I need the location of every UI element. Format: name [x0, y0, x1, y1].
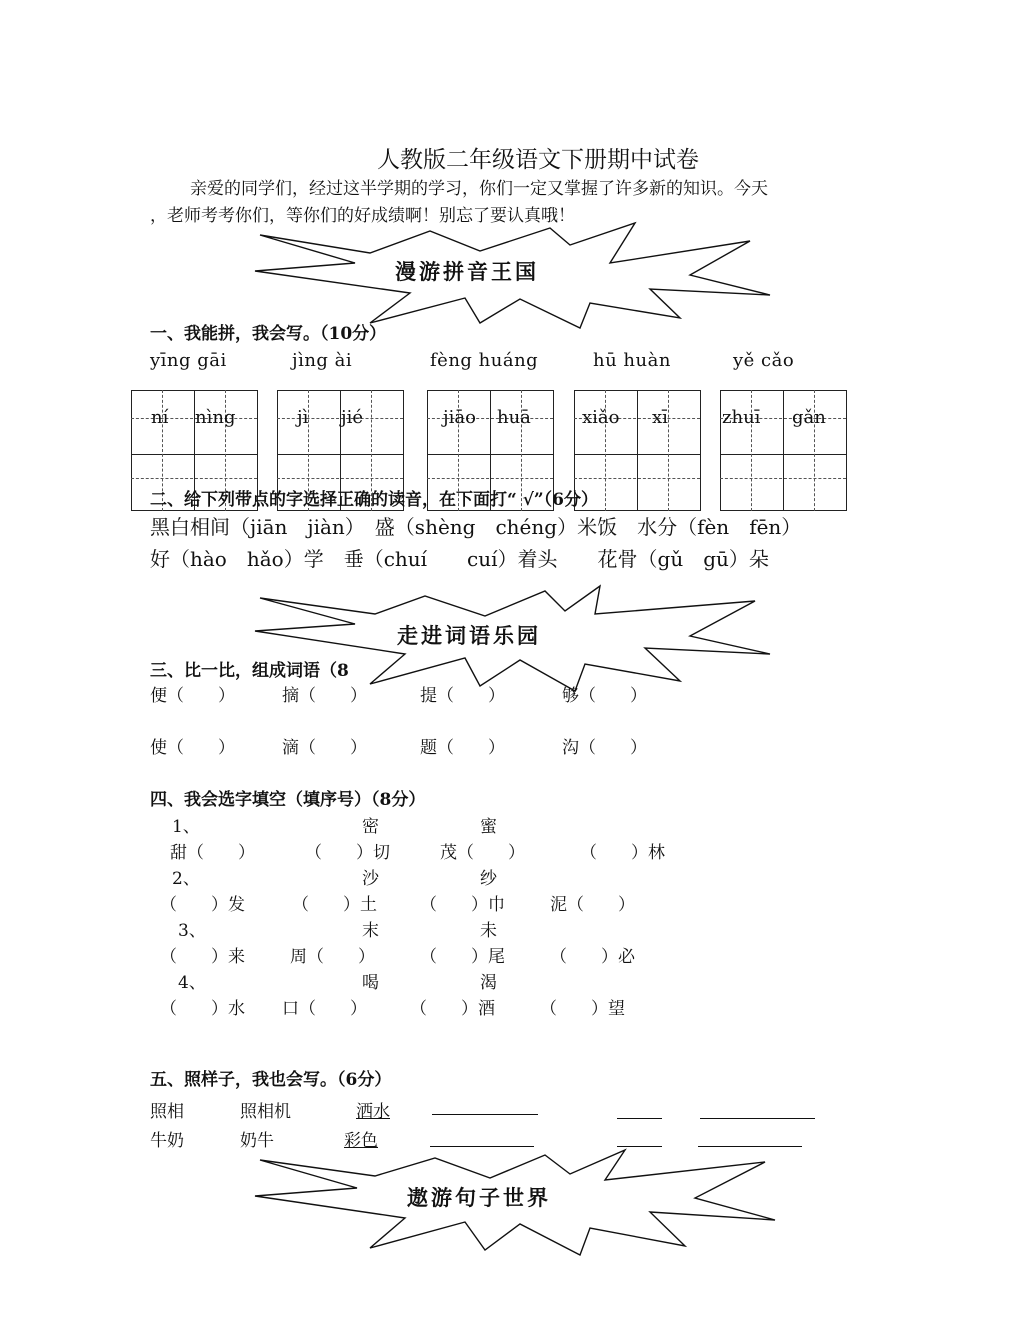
answer-line[interactable] — [432, 1114, 538, 1115]
fill-blank[interactable]: （ ）巾 — [420, 895, 505, 915]
example-word: 彩色 — [344, 1131, 378, 1151]
section-5-heading: 五、照样子，我也会写。（6分） — [150, 1070, 392, 1090]
group-number: 3、 — [178, 921, 206, 941]
fill-blank[interactable]: （ ）土 — [292, 895, 377, 915]
choice-char: 密 — [362, 817, 379, 837]
example-word: 洒水 — [356, 1102, 390, 1122]
grid-pinyin: huā — [497, 407, 531, 428]
word-blank[interactable]: 滴（ ） — [282, 738, 367, 758]
burst-label-sentences: 遨游句子世界 — [407, 1185, 551, 1210]
example-word: 照相 — [150, 1102, 184, 1122]
fill-blank[interactable]: （ ）望 — [540, 999, 625, 1019]
reading-choice-line: 好（hào hǎo）学 垂（chuí cuí）着头 花骨（gǔ gū）朵 — [150, 547, 769, 571]
fill-blank[interactable]: （ ）尾 — [420, 947, 505, 967]
word-blank[interactable]: 便（ ） — [150, 686, 235, 706]
example-word: 照相机 — [240, 1102, 291, 1122]
grid-pinyin: jié — [341, 407, 363, 428]
grid-pinyin: zhuī — [722, 407, 761, 428]
burst-label-pinyin: 漫游拼音王国 — [395, 259, 539, 284]
section-2-heading: 二、给下列带点的字选择正确的读音，在下面打“ √”（6分） — [150, 490, 598, 510]
burst-label-words: 走进词语乐园 — [397, 623, 541, 648]
fill-blank[interactable]: （ ）必 — [550, 947, 635, 967]
grid-pinyin: xiǎo — [582, 407, 620, 428]
grid-pinyin: jiāo — [443, 407, 476, 428]
choice-char: 末 — [362, 921, 379, 941]
grid-pinyin: nìng — [195, 407, 236, 428]
word-blank[interactable]: 够（ ） — [562, 686, 647, 706]
fill-blank[interactable]: 泥（ ） — [550, 895, 635, 915]
fill-blank[interactable]: （ ）水 — [160, 999, 245, 1019]
intro-line-2: ，老师考考你们，等你们的好成绩啊！别忘了要认真哦！ — [150, 206, 575, 226]
fill-blank[interactable]: 茂（ ） — [440, 843, 525, 863]
group-number: 2、 — [172, 869, 200, 889]
pinyin-item: fèng huáng — [430, 350, 539, 371]
section-4-heading: 四、我会选字填空（填序号）（8分） — [150, 790, 426, 810]
word-blank[interactable]: 提（ ） — [420, 686, 505, 706]
fill-blank[interactable]: （ ）发 — [160, 895, 245, 915]
pinyin-item: hū huàn — [593, 350, 671, 371]
section-1-heading: 一、我能拼，我会写。（10分） — [150, 324, 387, 344]
answer-line[interactable] — [617, 1118, 662, 1119]
section-3-heading: 三、比一比，组成词语（8 — [150, 661, 349, 681]
word-blank[interactable]: 沟（ ） — [562, 738, 647, 758]
fill-blank[interactable]: （ ）林 — [580, 843, 665, 863]
grid-pinyin: ní — [151, 407, 169, 428]
intro-line-1: 亲爱的同学们，经过这半学期的学习，你们一定又掌握了许多新的知识。今天 — [190, 179, 768, 199]
choice-char: 喝 — [362, 973, 379, 993]
word-blank[interactable]: 题（ ） — [420, 738, 505, 758]
grid-pinyin: gǎn — [792, 407, 826, 428]
fill-blank[interactable]: 口（ ） — [282, 999, 367, 1019]
fill-blank[interactable]: 周（ ） — [290, 947, 375, 967]
word-blank[interactable]: 使（ ） — [150, 738, 235, 758]
fill-blank[interactable]: （ ）切 — [305, 843, 390, 863]
group-number: 1、 — [172, 817, 200, 837]
answer-line[interactable] — [617, 1146, 662, 1147]
word-blank[interactable]: 摘（ ） — [282, 686, 367, 706]
reading-choice-line: 黑白相间（jiān jiàn） 盛（shèng chéng）米饭 水分（fèn fēn） — [150, 515, 802, 539]
page-title: 人教版二年级语文下册期中试卷 — [377, 147, 699, 173]
fill-blank[interactable]: （ ）来 — [160, 947, 245, 967]
pinyin-item: yě cǎo — [733, 350, 795, 371]
choice-char: 渴 — [480, 973, 497, 993]
group-number: 4、 — [178, 973, 206, 993]
pinyin-item: jìng ài — [292, 350, 353, 371]
answer-line[interactable] — [700, 1118, 815, 1119]
example-word: 奶牛 — [240, 1131, 274, 1151]
fill-blank[interactable]: （ ）酒 — [410, 999, 495, 1019]
pinyin-item: yīng gāi — [150, 350, 227, 371]
grid-pinyin: jì — [297, 407, 309, 428]
example-word: 牛奶 — [150, 1131, 184, 1151]
choice-char: 沙 — [362, 869, 379, 889]
choice-char: 纱 — [480, 869, 497, 889]
grid-pinyin: xī — [652, 407, 668, 428]
fill-blank[interactable]: 甜（ ） — [170, 843, 255, 863]
writing-grid[interactable] — [720, 390, 846, 511]
answer-line[interactable] — [430, 1146, 534, 1147]
choice-char: 蜜 — [480, 817, 497, 837]
choice-char: 未 — [480, 921, 497, 941]
answer-line[interactable] — [698, 1146, 802, 1147]
